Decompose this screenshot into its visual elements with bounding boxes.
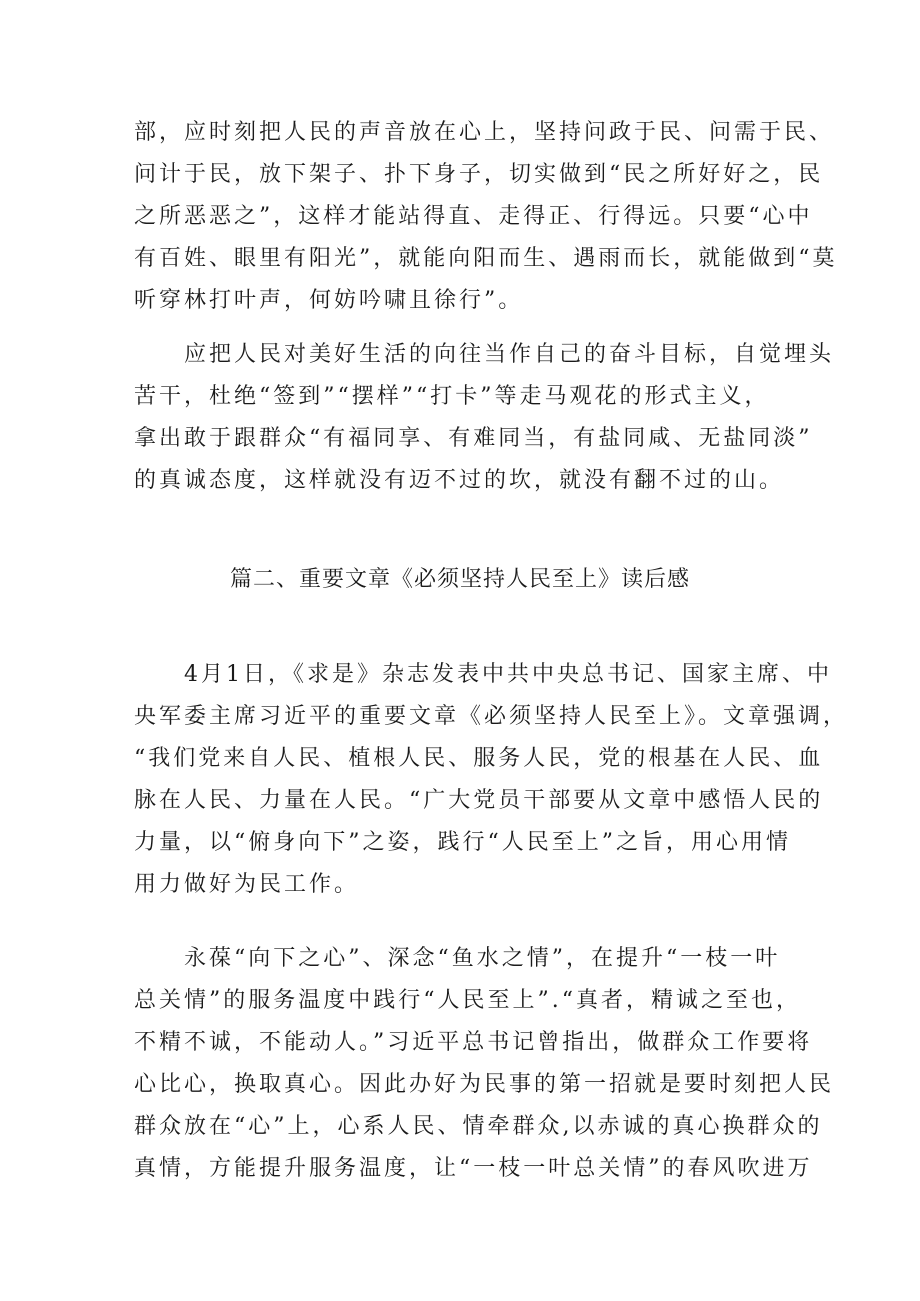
paragraph-goal: [134, 334, 835, 502]
text-line: 心比心，换取真心。因此办好为民事的第一招就是要时刻把人民: [134, 1072, 835, 1097]
text-line: 群众放在“心”上，心系人民、情牵群众,以赤诚的真心换群众的: [134, 1114, 823, 1139]
text-line: “我们党来自人民、植根人民、服务人民，党的根基在人民、血: [134, 746, 824, 771]
text-line: 真情，方能提升服务温度，让“一枝一叶总关情”的春风吹进万: [134, 1156, 813, 1181]
text-line: 问计于民，放下架子、扑下身子，切实做到“民之所好好之，民: [134, 162, 824, 187]
section-heading: 篇二、重要文章《必须坚持人民至上》读后感: [229, 567, 690, 592]
paragraph-article-body: [134, 938, 835, 1190]
text-line: 永葆“向下之心”、深念“鱼水之情”，在提升“一枝一叶: [184, 946, 781, 971]
text-line: 之所恶恶之”，这样才能站得直、走得正、行得远。只要“心中: [134, 204, 813, 229]
text-line: 脉在人民、力量在人民。“广大党员干部要从文章中感悟人民的: [134, 788, 824, 813]
paragraph-article-intro: [134, 654, 849, 906]
text-line: 有百姓、眼里有阳光”，就能向阳而生、遇雨而长，就能做到“莫: [134, 246, 838, 271]
text-line: 央军委主席习近平的重要文章《必须坚持人民至上》。文章强调，: [134, 704, 849, 729]
text-line: 应把人民对美好生活的向往当作自己的奋斗目标，自觉埋头: [184, 342, 835, 367]
text-line: 苦干，杜绝“签到”“摆样”“打卡”等走马观花的形式主义，: [134, 384, 770, 409]
text-line: 力量，以“俯身向下”之姿，践行“人民至上”之旨，用心用情: [134, 830, 791, 855]
text-line: 听穿林打叶声，何妨吟啸且徐行”。: [134, 288, 524, 313]
text-line: 部，应时刻把人民的声音放在心上，坚持问政于民、问需于民、: [134, 120, 835, 145]
text-line: 的真诚态度，这样就没有迈不过的坎，就没有翻不过的山。: [134, 468, 785, 493]
text-line: 用力做好为民工作。: [134, 872, 360, 897]
text-line: 不精不诚，不能动人。”习近平总书记曾指出，做群众工作要将: [134, 1030, 813, 1055]
text-line: 总关情”的服务温度中践行“人民至上”.“真者，精诚之至也，: [134, 988, 801, 1013]
text-line: 4月1日，《求是》杂志发表中共中央总书记、国家主席、中: [184, 662, 832, 687]
text-line: 拿出敢于跟群众“有福同享、有难同当，有盐同咸、无盐同淡”: [134, 426, 813, 451]
paragraph-continuation: [134, 112, 838, 322]
